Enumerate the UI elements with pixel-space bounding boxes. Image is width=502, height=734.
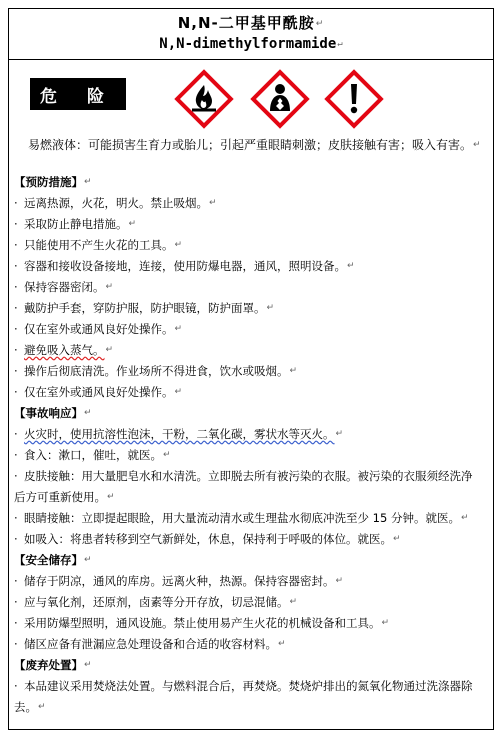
list-item: · 避免吸入蒸气。↵ [14,340,482,361]
title-box [9,9,493,60]
bullet-icon: · [14,595,18,609]
paragraph-mark-icon: ↵ [84,177,92,187]
bullet-icon: · [14,343,18,357]
chemical-name-english: N,N-dimethylformamide [159,36,337,52]
paragraph-mark-icon: ↵ [289,597,298,607]
list-item: · 如吸入：将患者转移到空气新鲜处，休息，保持利于呼吸的体位。就医。↵ [14,529,482,550]
paragraph-mark-icon: ↵ [289,366,298,376]
list-item: · 火灾时，使用抗溶性泡沫，干粉，二氧化碳，雾状水等灭火。↵ [14,424,482,445]
bullet-icon: · [14,532,18,546]
list-item: · 储存于阴凉，通风的库房。远离火种，热源。保持容器密封。↵ [14,571,482,592]
bullet-icon: · [14,385,18,399]
paragraph-mark-icon: ↵ [174,387,183,397]
paragraph-mark-icon: ↵ [335,429,344,439]
flame-icon [172,67,236,131]
section-heading-disposal: 【废弃处置】↵ [14,658,92,672]
bullet-icon: · [14,238,18,252]
list-item: · 只能使用不产生火花的工具。↵ [14,235,482,256]
list-item: · 保持容器密闭。↵ [14,277,482,298]
paragraph-mark-icon: ↵ [209,198,217,208]
paragraph-mark-icon: ↵ [381,618,390,628]
list-item: · 仅在室外或通风良好处操作。↵ [14,319,482,340]
paragraph-mark-icon: ↵ [473,140,481,150]
bullet-icon: · [14,637,18,651]
bullet-icon: · [14,574,18,588]
bullet-icon: · [14,448,18,462]
hazard-statement: 易燃液体：可能损害生育力或胎儿；引起严重眼睛刺激；皮肤接触有害；吸入有害。↵ [28,138,481,152]
paragraph-mark-icon: ↵ [460,513,469,523]
bullet-icon: · [14,469,18,483]
paragraph-mark-icon: ↵ [105,345,114,355]
bullet-icon: · [14,280,18,294]
bullet-icon: · [14,259,18,273]
paragraph-mark-icon: ↵ [105,282,114,292]
list-item: · 采取防止静电措施。↵ [14,214,482,235]
paragraph-mark-icon: ↵ [38,702,46,712]
precautionary-content [14,172,482,718]
paragraph-mark-icon: ↵ [84,555,92,565]
paragraph-mark-icon: ↵ [278,639,286,649]
paragraph-mark-icon: ↵ [163,450,171,460]
list-item: · 储区应备有泄漏应急处理设备和合适的收容材料。↵ [14,634,482,655]
paragraph-mark-icon: ↵ [174,240,183,250]
exclamation-icon [322,67,386,131]
bullet-icon: · [14,364,18,378]
list-item: · 容器和接收设备接地，连接，使用防爆电器，通风，照明设备。↵ [14,256,482,277]
bullet-icon: · [14,322,18,336]
health-hazard-icon [248,67,312,131]
paragraph-mark-icon: ↵ [84,408,92,418]
paragraph-mark-icon: ↵ [315,18,325,29]
paragraph-mark-icon: ↵ [266,303,275,313]
list-item: · 应与氧化剂，还原剂，卤素等分开存放，切忌混储。↵ [14,592,482,613]
list-item: · 远离热源，火花，明火。禁止吸烟。↵ [14,193,482,214]
paragraph-mark-icon: ↵ [335,576,344,586]
paragraph-mark-icon: ↵ [84,660,92,670]
list-item: · 戴防护手套，穿防护服，防护眼镜，防护面罩。↵ [14,298,482,319]
bullet-icon: · [14,217,18,231]
paragraph-mark-icon: ↵ [337,39,343,49]
signal-word: 危 险 [30,78,126,110]
paragraph-mark-icon: ↵ [347,261,355,271]
paragraph-mark-icon: ↵ [393,534,401,544]
list-item: · 操作后彻底清洗。作业场所不得进食，饮水或吸烟。↵ [14,361,482,382]
list-item: · 食入：漱口，催吐，就医。↵ [14,445,482,466]
bullet-icon: · [14,511,18,525]
list-item: · 本品建议采用焚烧法处置。与燃料混合后，再焚烧。焚烧炉排出的氮氧化物通过洗涤器除去。↵ [14,676,482,718]
paragraph-mark-icon: ↵ [174,324,183,334]
chemical-name-chinese: N,N-二甲基甲酰胺 [177,14,315,32]
section-heading-prevention: 【预防措施】↵ [14,175,92,189]
section-heading-response: 【事故响应】↵ [14,406,92,420]
list-item: · 皮肤接触：用大量肥皂水和水清洗。立即脱去所有被污染的衣服。被污染的衣服须经洗净后方可重新使用。↵ [14,466,482,508]
bullet-icon: · [14,616,18,630]
paragraph-mark-icon: ↵ [128,219,137,229]
list-item: · 采用防爆型照明，通风设施。禁止使用易产生火花的机械设备和工具。↵ [14,613,482,634]
bullet-icon: · [14,679,18,693]
section-heading-storage: 【安全储存】↵ [14,553,92,567]
bullet-icon: · [14,196,18,210]
paragraph-mark-icon: ↵ [107,492,115,502]
bullet-icon: · [14,301,18,315]
list-item: · 仅在室外或通风良好处操作。↵ [14,382,482,403]
list-item: · 眼睛接触：立即提起眼睑，用大量流动清水或生理盐水彻底冲洗至少 15 分钟。就医。↵ [14,508,482,529]
bullet-icon: · [14,427,18,441]
